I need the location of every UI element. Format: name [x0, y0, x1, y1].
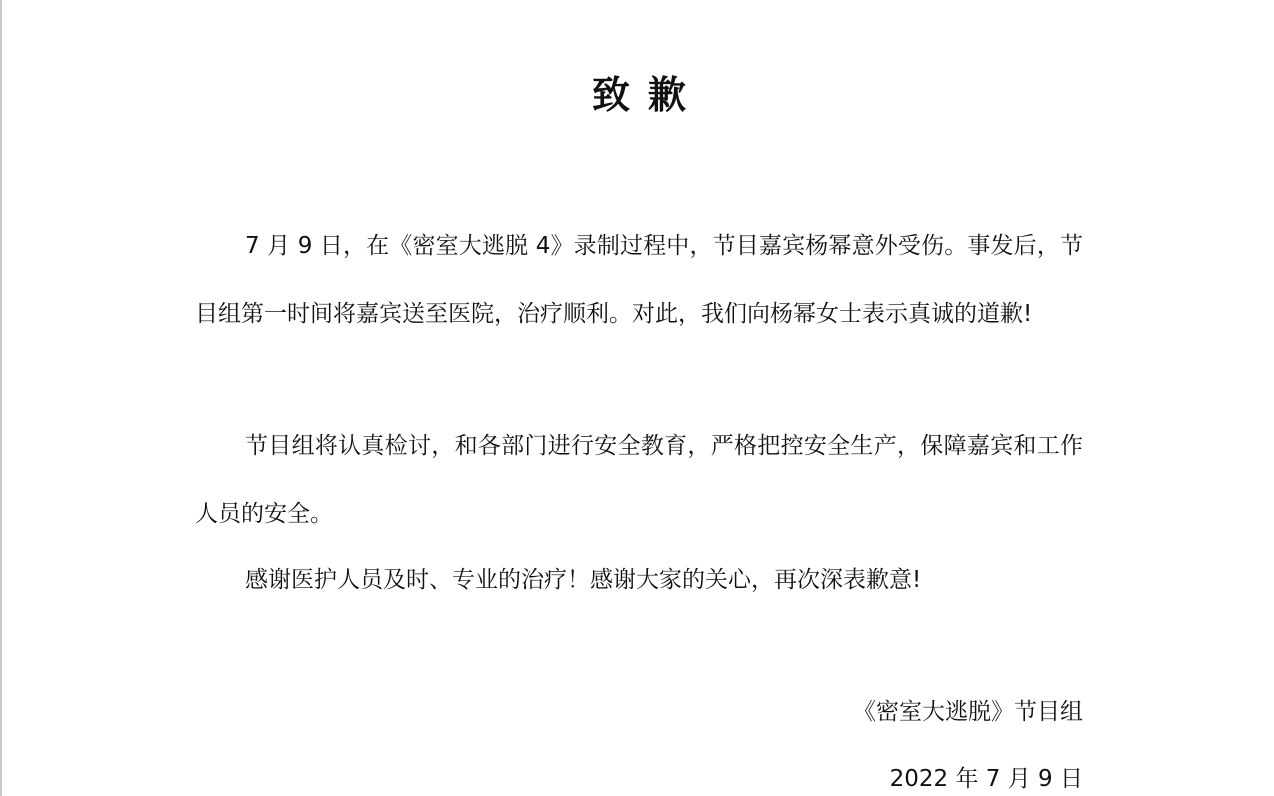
signature-date: 2022 年 7 月 9 日	[889, 766, 1083, 792]
paragraph-incident: 7 月 9 日，在《密室大逃脱 4》录制过程中，节目嘉宾杨幂意外受伤。事发后，节目组第一时间将嘉宾送至医院，治疗顺利。对此，我们向杨幂女士表示真诚的道歉!	[195, 233, 1083, 327]
signature-organization: 《密室大逃脱》节目组	[853, 699, 1083, 725]
apology-letter	[195, 0, 1083, 796]
letter-title: 致歉	[591, 73, 704, 117]
paragraph-thanks: 感谢医护人员及时、专业的治疗！感谢大家的关心，再次深表歉意!	[245, 567, 922, 593]
paragraph-review: 节目组将认真检讨，和各部门进行安全教育，严格把控安全生产，保障嘉宾和工作人员的安全。	[195, 433, 1083, 527]
page-left-border	[0, 0, 2, 796]
